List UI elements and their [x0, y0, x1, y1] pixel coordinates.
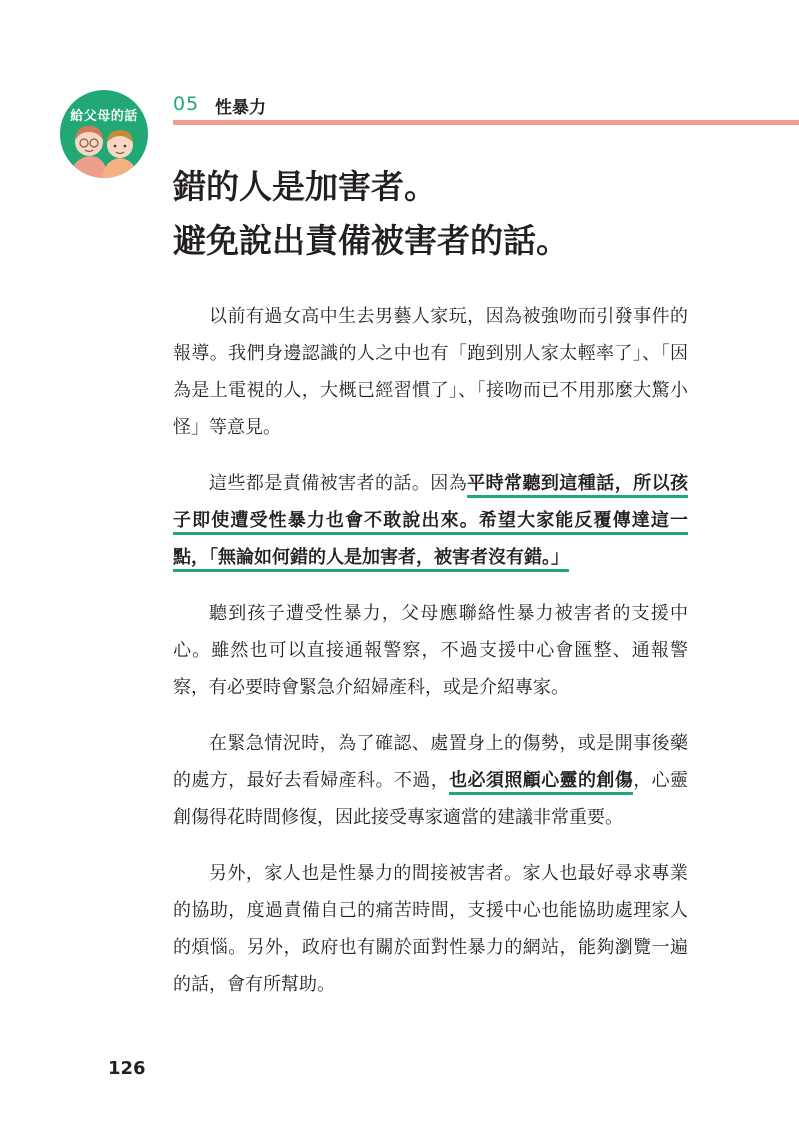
- paragraph-2-text: 這些都是責備被害者的話。因為: [209, 473, 468, 494]
- headline-line-2: 避免說出責備被害者的話。: [173, 221, 569, 260]
- paragraph-3: 聽到孩子遭受性暴力，父母應聯絡性暴力被害者的支援中心。雖然也可以直接通報警察，不過支援中心會匯整、通報警察，有必要時會緊急介紹婦產科，或是介紹專家。: [173, 603, 688, 698]
- paragraph-4-text-after: ，心靈創傷得花時間修復，因此接受專家適當的建議非常重要。: [173, 770, 689, 828]
- section-title: 性暴力: [215, 98, 266, 118]
- parents-badge: [60, 90, 148, 178]
- headline: [173, 160, 773, 268]
- paragraph-4: [173, 725, 688, 836]
- parents-illustration-icon: [60, 90, 148, 178]
- page-number: 126: [108, 1058, 146, 1079]
- section-divider: [173, 120, 799, 125]
- section-number: 05: [173, 93, 200, 115]
- paragraph-5: 另外，家人也是性暴力的間接被害者。家人也最好尋求專業的協助，度過責備自己的痛苦時間，支援中心也能協助處理家人的煩惱。另外，政府也有關於面對性暴力的網站，能夠瀏覽一遍的話，會有所幫助。: [173, 863, 688, 995]
- paragraph-2-highlight: 平時常聽到這種話，所以孩子即使遭受性暴力也會不敢說出來。希望大家能反覆傳達這一點，「無論如何錯的人是加害者，被害者沒有錯。」: [173, 473, 688, 572]
- badge-label: 給父母的話: [70, 109, 138, 124]
- body-text: [173, 298, 688, 1022]
- paragraph-2: [173, 465, 688, 576]
- headline-line-1: 錯的人是加害者。: [173, 167, 437, 206]
- paragraph-4-highlight: 也必須照顧心靈的創傷: [449, 770, 633, 795]
- paragraph-4-text-before: 在緊急情況時，為了確認、處置身上的傷勢，或是開事後藥的處方，最好去看婦產科。不過，: [173, 733, 688, 791]
- paragraph-1: 以前有過女高中生去男藝人家玩，因為被強吻而引發事件的報導。我們身邊認識的人之中也有「跑到別人家太輕率了」、「因為是上電視的人，大概已經習慣了」、「接吻而已不用那麼大驚小怪」等意見。: [173, 306, 688, 438]
